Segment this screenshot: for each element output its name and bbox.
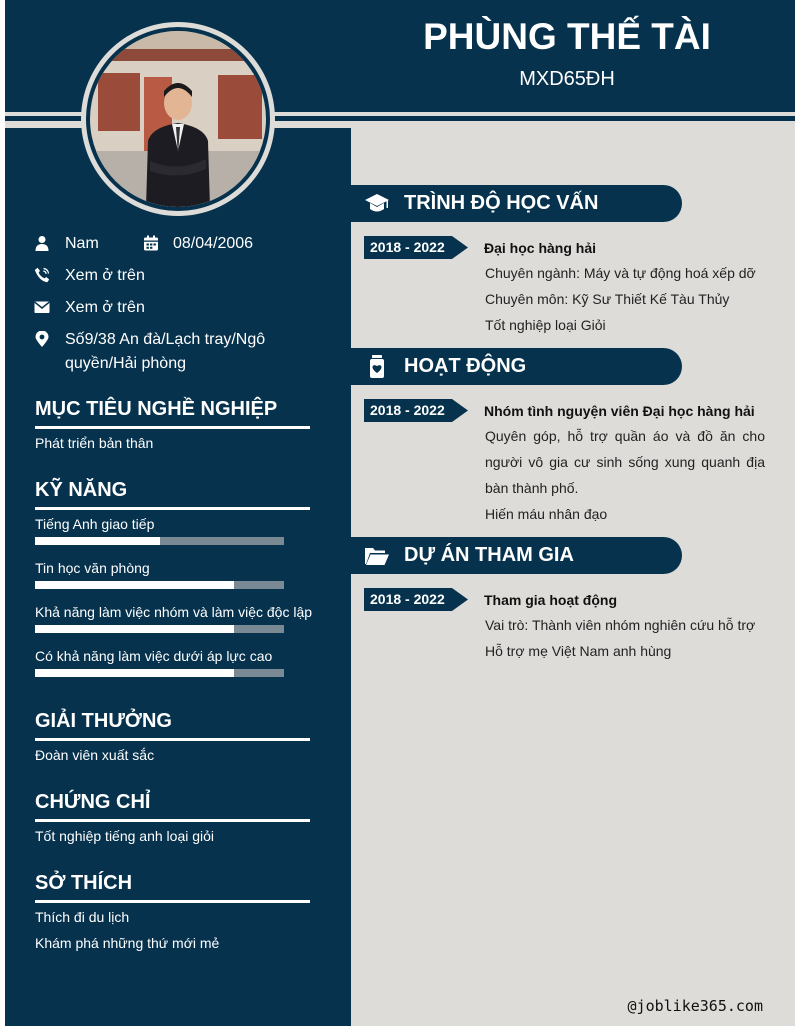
objective-text: Phát triển bản thân xyxy=(35,435,154,451)
calendar-icon xyxy=(143,235,159,251)
skill-bar xyxy=(35,537,284,545)
projects-date: 2018 - 2022 xyxy=(370,591,445,607)
skill-bar-fill xyxy=(35,537,160,545)
candidate-name: PHÙNG THẾ TÀI xyxy=(423,16,711,57)
awards-text: Đoàn viên xuất sắc xyxy=(35,747,155,763)
activities-title: HOẠT ĐỘNG xyxy=(404,355,527,377)
class-code: MXD65ĐH xyxy=(519,68,615,90)
cv-page xyxy=(5,0,795,1026)
avatar xyxy=(90,31,266,207)
skills-title: KỸ NĂNG xyxy=(35,479,128,501)
skills-divider xyxy=(35,507,310,510)
address: Số9/38 An đà/Lạch tray/Ngô quyền/Hải phòng xyxy=(65,331,266,372)
project-role: Vai trò: Thành viên nhóm nghiên cứu hỗ trợ xyxy=(485,617,756,633)
projects-header xyxy=(351,537,682,574)
certificates-text: Tốt nghiệp tiếng anh loại giỏi xyxy=(35,828,215,844)
folder-open-icon xyxy=(364,543,390,569)
activities-desc: Quyên góp, hỗ trợ quần áo và đồ ăn cho người vô gia cư sinh sống xung quanh địa bàn thành phố. xyxy=(485,428,765,496)
skill-bar-fill xyxy=(35,625,234,633)
certificates-title: CHỨNG CHỈ xyxy=(35,791,151,813)
graduation-cap-icon xyxy=(364,191,390,217)
education-date: 2018 - 2022 xyxy=(370,239,445,255)
user-icon xyxy=(34,235,50,251)
project-name: Tham gia hoạt động xyxy=(484,592,617,608)
objective-divider xyxy=(35,426,310,429)
skill-label: Tiếng Anh giao tiếp xyxy=(35,516,155,532)
watermark: @joblike365.com xyxy=(627,997,763,1015)
phone-icon xyxy=(34,267,50,283)
skill-bar-fill xyxy=(35,581,234,589)
skill-label: Tin học văn phòng xyxy=(35,560,150,576)
education-line: Chuyên ngành: Máy và tự động hoá xếp dỡ xyxy=(485,265,756,281)
location-icon xyxy=(34,331,50,347)
phone: Xem ở trên xyxy=(65,267,145,284)
skill-bar xyxy=(35,625,284,633)
activities-date: 2018 - 2022 xyxy=(370,402,445,418)
education-line: Chuyên môn: Kỹ Sư Thiết Kế Tàu Thủy xyxy=(485,291,730,307)
hobbies-divider xyxy=(35,900,310,903)
jar-heart-icon xyxy=(364,354,390,380)
email: Xem ở trên xyxy=(65,299,145,316)
certificates-divider xyxy=(35,819,310,822)
project-detail: Hỗ trợ mẹ Việt Nam anh hùng xyxy=(485,643,672,659)
activities-extra: Hiến máu nhân đạo xyxy=(485,506,608,522)
education-title: TRÌNH ĐỘ HỌC VẤN xyxy=(404,192,599,214)
hobby-item: Thích đi du lịch xyxy=(35,909,130,925)
awards-title: GIẢI THƯỞNG xyxy=(35,710,172,732)
hobby-item: Khám phá những thứ mới mẻ xyxy=(35,935,220,951)
education-school: Đại học hàng hải xyxy=(484,240,597,256)
gender: Nam xyxy=(65,235,99,252)
mail-icon xyxy=(34,299,50,315)
skill-bar xyxy=(35,669,284,677)
hobbies-title: SỞ THÍCH xyxy=(35,872,133,894)
skill-bar xyxy=(35,581,284,589)
activities-header xyxy=(351,348,682,385)
projects-title: DỰ ÁN THAM GIA xyxy=(404,544,574,566)
awards-divider xyxy=(35,738,310,741)
skill-label: Có khả năng làm việc dưới áp lực cao xyxy=(35,648,273,664)
education-header xyxy=(351,185,682,222)
skill-bar-fill xyxy=(35,669,234,677)
activities-org: Nhóm tình nguyện viên Đại học hàng hải xyxy=(484,403,755,419)
education-line: Tốt nghiệp loại Giỏi xyxy=(485,317,606,333)
objective-title: MỤC TIÊU NGHỀ NGHIỆP xyxy=(35,398,278,420)
skill-label: Khả năng làm việc nhóm và làm việc độc lập xyxy=(35,604,313,620)
birthdate: 08/04/2006 xyxy=(173,235,254,252)
